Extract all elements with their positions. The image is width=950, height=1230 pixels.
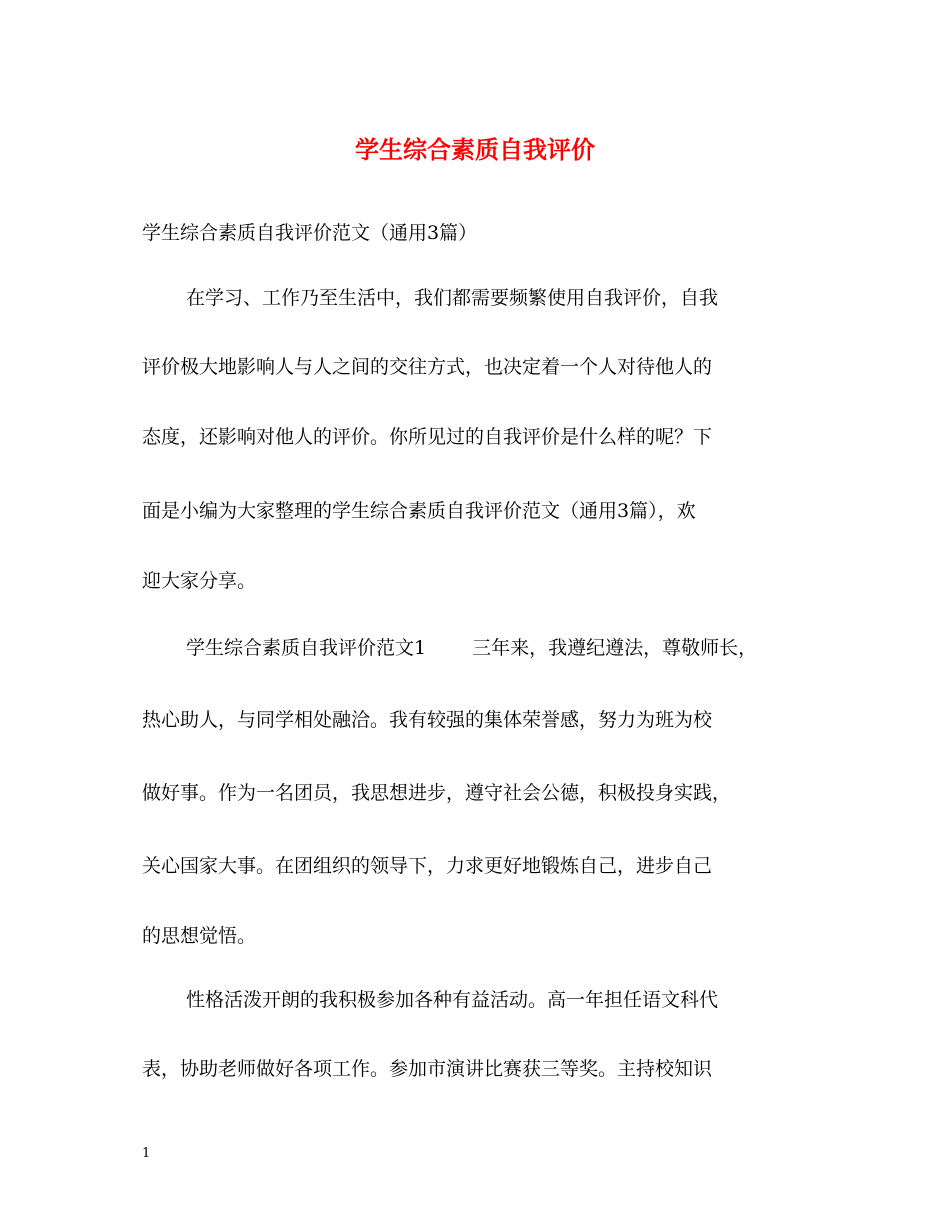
intro-line-2: 评价极大地影响人与人之间的交往方式，也决定着一个人对待他人的 [142, 356, 713, 378]
para2-line-1: 性格活泼开朗的我积极参加各种有益活动。高一年担任语文科代 [186, 989, 719, 1011]
intro-line-4: 面是小编为大家整理的学生综合素质自我评价范文（通用3篇），欢 [142, 500, 696, 522]
document-title: 学生综合素质自我评价 [355, 135, 595, 164]
document-subtitle: 学生综合素质自我评价范文（通用3篇） [142, 222, 478, 244]
essay1-line-1: 热心助人，与同学相处融洽。我有较强的集体荣誉感，努力为班为校 [142, 709, 713, 731]
essay1-lead: 三年来，我遵纪遵法，尊敬师长， [472, 637, 758, 659]
essay1-line-2: 做好事。作为一名团员，我思想进步，遵守社会公德，积极投身实践， [142, 782, 732, 804]
essay1-heading: 学生综合素质自我评价范文1 [186, 637, 427, 659]
essay1-line-3: 关心国家大事。在团组织的领导下，力求更好地锻炼自己，进步自己 [142, 855, 713, 877]
intro-line-1: 在学习、工作乃至生活中，我们都需要频繁使用自我评价，自我 [186, 287, 719, 309]
intro-line-5: 迎大家分享。 [142, 570, 257, 592]
para2-line-2: 表，协助老师做好各项工作。参加市演讲比赛获三等奖。主持校知识 [142, 1058, 713, 1080]
essay1-line-4: 的思想觉悟。 [142, 925, 257, 947]
page-number: 1 [142, 1146, 151, 1161]
intro-line-3: 态度，还影响对他人的评价。你所见过的自我评价是什么样的呢？下 [142, 426, 713, 448]
essay1-first-line [186, 634, 757, 662]
